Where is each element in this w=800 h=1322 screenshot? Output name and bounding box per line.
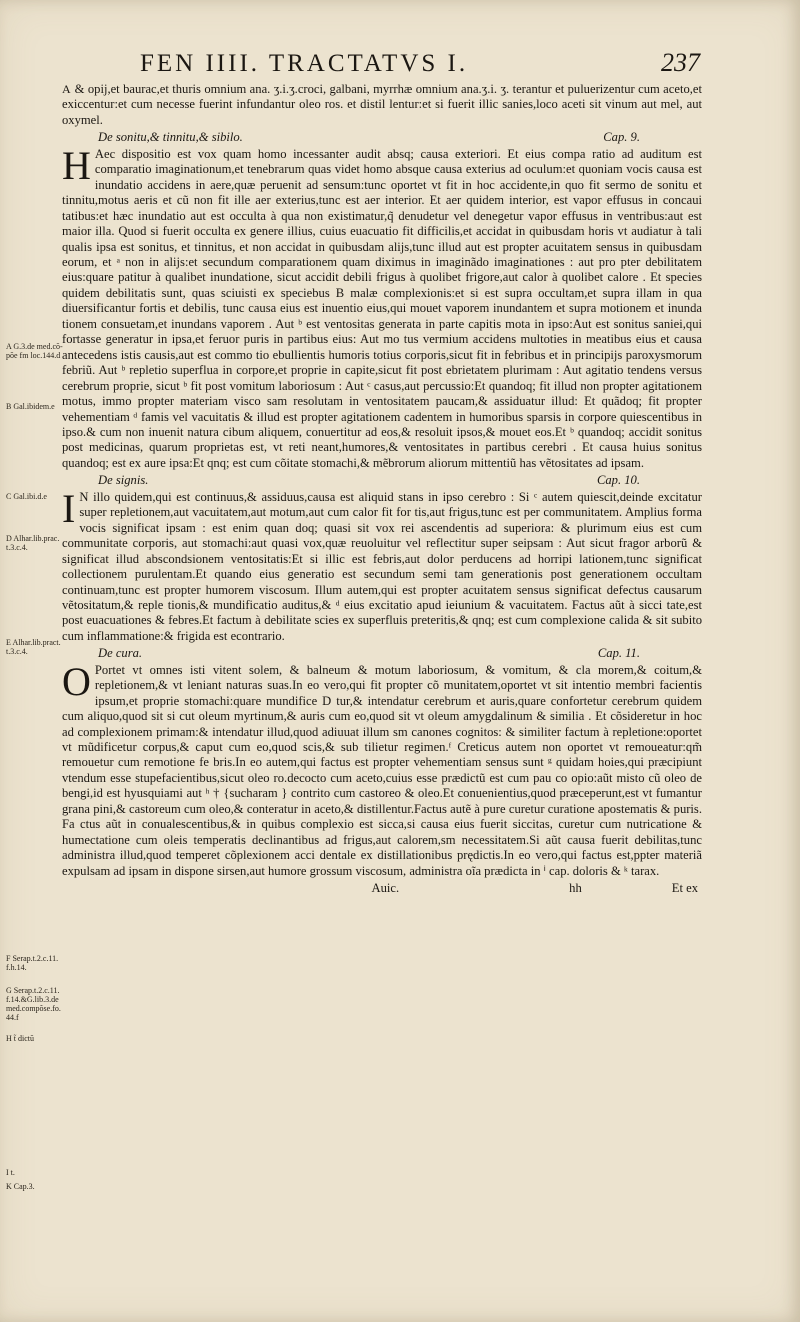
signature-mark: hh	[569, 881, 582, 896]
drop-cap: I	[62, 485, 76, 531]
paragraph	[62, 82, 702, 128]
chapter-number: Cap. 9.	[603, 130, 640, 145]
section-letter: A	[62, 82, 71, 96]
chapter-title: De sonitu,& tinnitu,& sibilo.	[98, 130, 243, 145]
page-footer	[62, 881, 702, 896]
chapter-number: Cap. 10.	[596, 473, 640, 488]
margin-note: K Cap.3.	[6, 1182, 35, 1191]
paragraph-text: Aec dispositio est vox quam homo incessanter audit absq; causa exteriori. Et eius compa ratio ad auditum est comparatio imaginationum,et tenebrarum quas videt homo absque causa exterius ad oculum:et quoniam vocis causa est inundatio accidens in aere,quæ peruenit ad sensum:tunc oportet vt fit in hoc accidente,in quo fit sermo de sonitu et tinnitu,motus aeris et cũ non fit ille aer exterius,tunc est aer interior. Et aer quidem interior, est vapor effusus in concaui tatibus:et hæc inundatio aut est occulta à qua non existimatur,q̃ denudetur vel denegetur vapor effusus in ventribus:aut est maior illa. Quod si fuerit occulta ex genere illius, cuius euacuatio fit difficilis,et accidat in quibusdam horis vt audiatur à tali qualis ipsa est sonitus, et tinnitus, et non accidat in quibusdam alijs,tunc illud aut est propter acuitatem sensus in quibusdam eorum, et ᵃ non in alijs:et secundum comparationem quam diximus in imaginãdo imaginationes : aut pro pter debilitatem eius:quare patitur à qualibet inundatione, sicut accidit debili frigus à quolibet frigore,aut calor à quolibet calore . Et species quidem debilitatis sunt, quas sciuisti ex speciebus B malæ complexionis:et si est supra occultam,et supra illam in qua diuersificantur fortis et debilis, tunc causa eius est inuentio eius,qui mouet vaporem inundantem et supra motionem et inunda tionem consuetam,et inundans vaporem . Aut ᵇ est ventositas generata in parte capitis mota in ipso:Aut est sonitus saniei,qui fortasse generatur in ipsa,et feruor puris in partibus eius: Aut mo tus vermium accidens multoties in meatibus eius et causa antecedens istis causis,aut est commo tio ebullientis humoris totius corporis,sicut fit in febribus et in principijs paroxysmorum febriũ. Aut ᵇ repletio superflua in corpore,et proprie in capite,sicut fit post ebrietatem plurimam : Aut agitatio tendens versus cerebrum proprie, sicut ᵇ fit post vomitum laboriosum : Aut ᶜ casus,aut percussio:Et quandoq; fit illud non propter agitationem motus, immo propter materiam visco sam resolutam in ventositatem paucam,& assiduatur illud: Et quãdoq; fit propter vehementiam ᵈ famis vel vacuitatis & illud est propter agitationem cadentem in humoribus sparsis in corpore quiescentibus in ipso.& cum non inuenit natura cibum aliquem, conuertitur ad eos,& resoluit ipsos,& mouet eos.Et ᵇ quandoq; accidit sonitus post medicinas, quarum proprietas est, vt reti neant,humores,& ventositates in partibus cerebri . Et causa huius sonitus quandoq; est ex aure ipsa:Et qnq; est cum cõitate stomachi,& mẽbrorum aliorum mittentiũ has vẽtositates ad ipsam.	[62, 146, 702, 470]
margin-note: A G.3.de med.cõ- põe fm loc.144.d	[6, 342, 63, 360]
paragraph	[62, 142, 702, 472]
catchword: Auic.	[371, 881, 400, 896]
page-number: 237	[661, 48, 700, 77]
margin-note: B Gal.ibidem.e	[6, 402, 55, 411]
margin-note: F Serap.t.2.c.11. f.h.14.	[6, 954, 59, 972]
margin-note: H t̃ dictũ	[6, 1034, 34, 1043]
main-text	[62, 82, 702, 897]
chapter-heading	[62, 646, 702, 661]
chapter-heading	[62, 130, 702, 145]
paragraph-text: & opij,et baurac,et thuris omnium ana. ʒ.i.ʒ.croci, galbani, myrrhæ omnium ana.ʒ.i. ʒ. terantur et puluerizentur cum aceto,et exiccentur:et cum necesse fuerint infundantur oleo ros. et distil lentur:et si fuerit illic sanies,loco aceti sit vinum aut mel, aut oxymel.	[62, 82, 702, 127]
margin-note: C Gal.ibi.d.e	[6, 492, 47, 501]
margin-note: G Serap.t.2.c.11. f.14.&G.lib.3.de med.compõse.fo. 44.f	[6, 986, 61, 1022]
paragraph	[62, 485, 702, 645]
margin-note: I t.	[6, 1168, 15, 1177]
margin-note: E Alhar.lib.pract. t.3.c.4.	[6, 638, 61, 656]
paragraph	[62, 658, 702, 879]
chapter-number: Cap. 11.	[597, 646, 640, 661]
chapter-heading	[62, 473, 702, 488]
paragraph-text: Portet vt omnes isti vitent solem, & balneum & motum laboriosum, & vomitum, & cla morem,& coitum,& repletionem,& vt leniant naturas suas.In eo vero,qui fit propter cõ munitatem,oportet vt sit intentio membri facientis ipsum,et proprie stomachi:quare mundifice D tur,& intendatur cerebrum et auris,quare confortetur cerebrum quidem cum aliquo,quod sit si cut oleum myrtinum,& auris cum eo,quod sit vt oleum amygdalinum & similia . Et cõsideretur in hoc ad complexionem primam:& intendatur illud,quod adiuuat illum sm canones cognitos: & similiter factum à repletione:oportet vt mũdificetur corpus,& caput cum eo,quod scis,& sub tilietur regimen.ᶠ Creticus autem non oportet vt remoueatur:qm̃ remouetur cum remotione fe bris.In eo autem,qui factus est propter vehementiam sensus sunt ᵍ quidam hoies,qui præcipiunt vtendum esse stupefacientibus,sicut oleo ro.decocto cum aceto,cuius esse prædictũ est cum pau co opio:aũt misto cũ oleo de bengi,id est hyusquiami aut ʰ † {sucharam } contrito cum castoreo & oleo.Et conuenientius,quod præceperunt,est vt fumantur grana pini,& castoreum cum oleo,& conteratur in aceto,& distillentur.Factus autẽ à pure curetur curatione apostematis & puris. Fa ctus aũt in conualescentibus,& in quibus complexio est sicca,si causa eius fuerit siccitas, curetur cum nutricatione & humectatione cum oleis temperatis declinantibus ad frigus,aut calorem,sm necessitatem.Si aũt causa fuerit debilitas,tunc administra illud,quod temperet cõplexionem acci dentale ex distillationibus prędictis.In eo vero,qui factus est,ppter materiã expulsam ad ipsam in dispone sirsen,aut humore grossum viscosum, administra oĩa prædicta in ⁱ cap. doloris & ᵏ tarax.	[62, 662, 702, 878]
chapter-title: De signis.	[98, 473, 149, 488]
paragraph-text: N illo quidem,qui est continuus,& assiduus,causa est aliquid stans in ipso cerebro : Si ᶜ autem quiescit,deinde excitatur super repletionem,aut vacuitatem,aut motum,aut cum calor fit for tis,aut frigus,tunc est per communitatem. Amplius forma vocis significat ipsam : est enim quan doq; quasi sit vox rei ascendentis ad superiora: & plurimum eius est cum communitate corporis, aut stomachi:aut quasi vox,quæ reuoluitur vel reflectitur super seipsam : Aut sicut fragor arborũ & significat illud abscondsionem ventositatis:Et si illic est febris,aut dolor perducens ad horripi lationem,tunc significat collectionem purulentam.Et quando eius generatio est secundum semi tam generationis post generationem occultam continuam,tunc est propter humorem viscosum. Illum autem,qui est propter acuitatem sensus significat defectus causarum vẽtositatum,& reple tionis,& mundificatio auditus,& ᵈ eius excitatio apud ieiunium & vacuitatem. Factus aũt à sicci tate,est post euacuationes & febres.Et factum à debilitate scies ex superfluis preteritis,& qnq; est cum complexione calida & sit subito cum inflammatione:& frigida est econtrario.	[62, 489, 702, 643]
catchword-next: Et ex	[671, 881, 698, 896]
drop-cap: O	[62, 658, 91, 704]
chapter-title: De cura.	[98, 646, 143, 661]
page-title: FEN IIII. TRACTATVS I.	[140, 50, 469, 77]
drop-cap: H	[62, 142, 91, 188]
margin-note: D Alhar.lib.prac. t.3.c.4.	[6, 534, 60, 552]
